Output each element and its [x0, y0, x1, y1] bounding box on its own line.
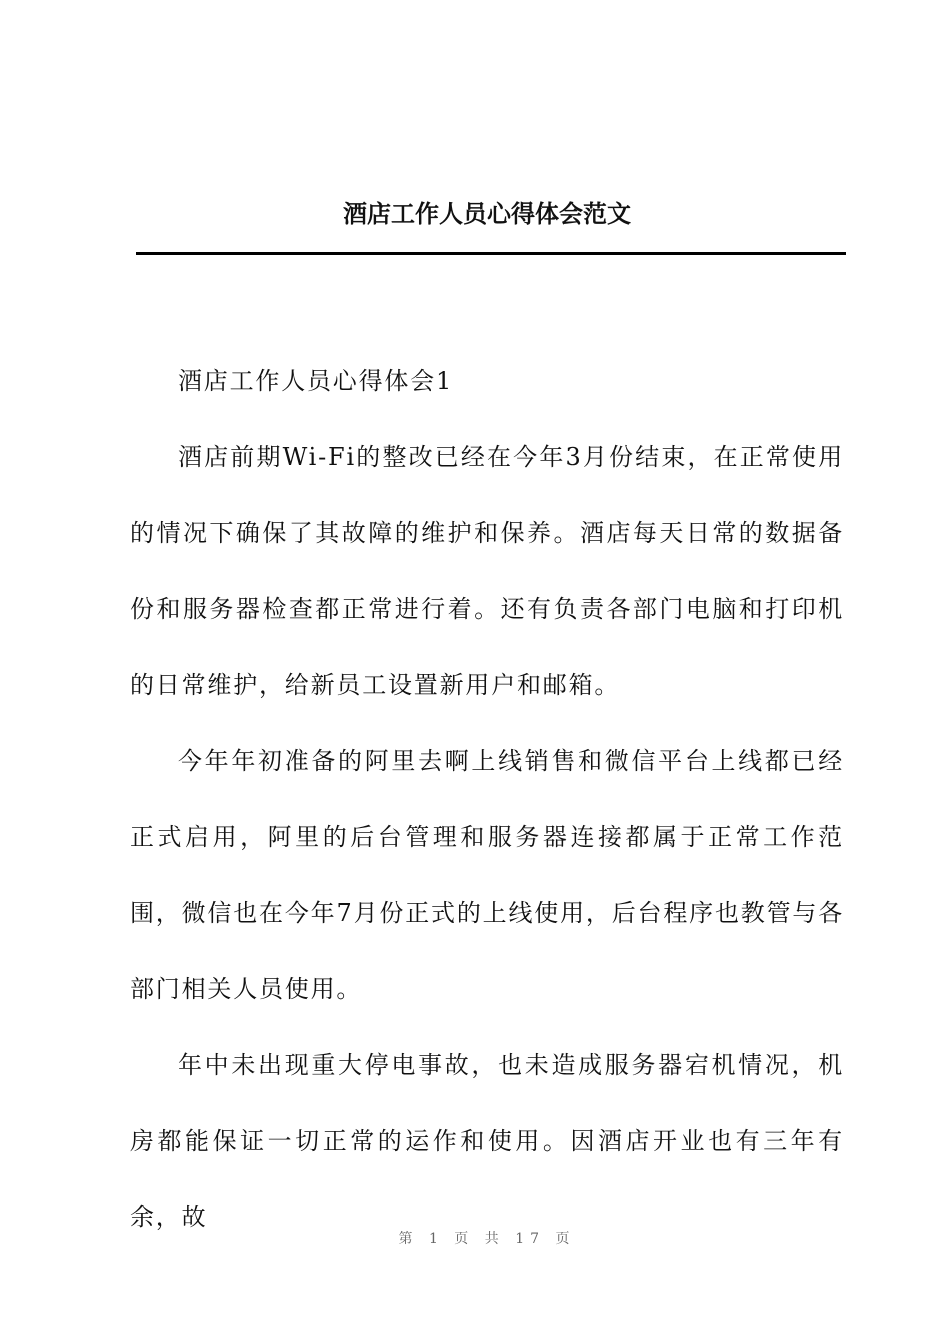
paragraph: 年中未出现重大停电事故，也未造成服务器宕机情况，机房都能保证一切正常的运作和使用。因酒店开业也有三年有余，故 [130, 1051, 844, 1231]
paragraph: 今年年初准备的阿里去啊上线销售和微信平台上线都已经正式启用，阿里的后台管理和服务器连接都属于正常工作范围，微信也在今年7月份正式的上线使用，后台程序也教管与各部门相关人员使用。 [130, 747, 844, 1003]
document-body [130, 343, 844, 1255]
title-divider [136, 252, 846, 255]
document-title: 酒店工作人员心得体会范文 [343, 199, 631, 228]
paragraph: 酒店前期Wi-Fi的整改已经在今年3月份结束，在正常使用的情况下确保了其故障的维护和保养。酒店每天日常的数据备份和服务器检查都正常进行着。还有负责各部门电脑和打印机的日常维护，给新员工设置新用户和邮箱。 [130, 443, 844, 699]
section-heading: 酒店工作人员心得体会1 [178, 367, 454, 395]
page-number-footer: 第 1 页 共 17 页 [398, 1231, 576, 1247]
